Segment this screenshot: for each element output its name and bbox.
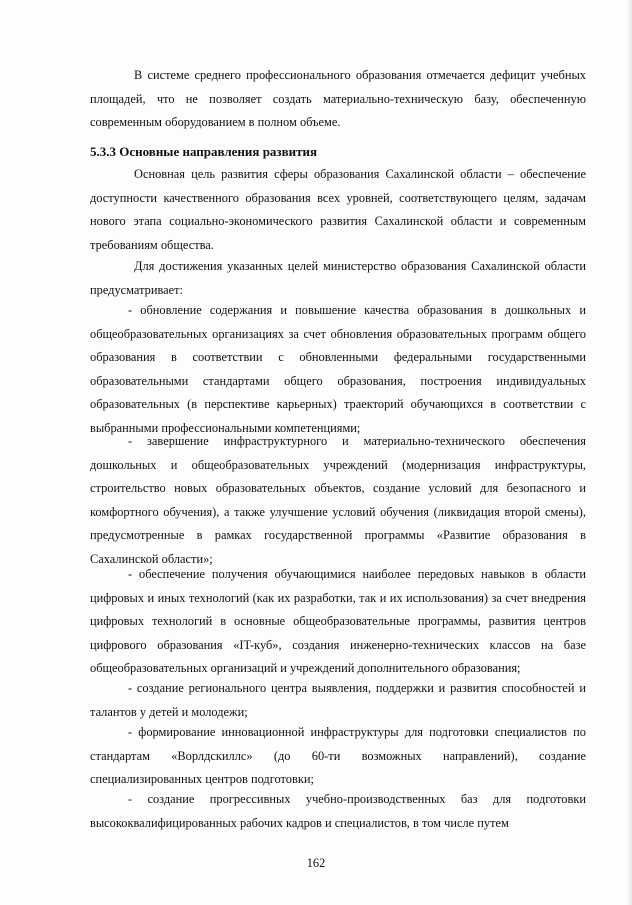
section-heading: 5.3.3 Основные направления развития — [90, 144, 318, 159]
intro-paragraph: В системе среднего профессионального образования отмечается дефицит учебных площадей, что не позволяет создать материально-техническую базу, обеспеченную современным оборудованием в полном объеме. — [90, 68, 586, 130]
list-item: - обновление содержания и повышение качества образования в дошкольных и общеобразовательных организациях за счет обновления образовательных программ общего образования в соответствии с обновленными федеральными государственными образовательными стандартами общего образования, построения индивидуальных образовательных (в перспективе карьерных) траекторий обучающихся в соответствии с выбранными профессиональными компетенциями; — [90, 303, 586, 435]
scan-edge-shadow — [626, 0, 632, 905]
list-item: - создание регионального центра выявления, поддержки и развития способностей и талантов у детей и молодежи; — [90, 681, 586, 719]
tasks-intro-paragraph: Для достижения указанных целей министерство образования Сахалинской области предусматривает: — [90, 259, 586, 297]
list-item: - создание прогрессивных учебно-производственных баз для подготовки высококвалифицированных рабочих кадров и специалистов, в том числе путем — [90, 792, 586, 830]
list-item: - обеспечение получения обучающимися наиболее передовых навыков в области цифровых и иных технологий (как их разработки, так и их использования) за счет внедрения цифровых технологий в основные общеобразовательные программы, развития центров цифрового образования «IT-куб», создания инженерно-технических классов на базе общеобразовательных организаций и учреждений дополнительного образования; — [90, 567, 586, 676]
list-item: - завершение инфраструктурного и материально-технического обеспечения дошкольных и общеобразовательных учреждений (модернизация инфраструктуры, строительство новых образовательных объектов, создание условий для безопасного и комфортного обучения), а также улучшение условий обучения (ликвидация второй смены), предусмотренные в рамках государственной программы «Развитие образования в Сахалинской области»; — [90, 434, 586, 566]
list-item: - формирование инновационной инфраструктуры для подготовки специалистов по стандартам «Ворлдскиллс» (до 60-ти возможных направлений), создание специализированных центров подготовки; — [90, 725, 586, 787]
goal-paragraph: Основная цель развития сферы образования Сахалинской области – обеспечение доступности качественного образования всех уровней, соответствующего целям, задачам нового этапа социально-экономического развития Сахалинской области и современным требованиям общества. — [90, 167, 586, 252]
page-number: 162 — [306, 856, 326, 870]
